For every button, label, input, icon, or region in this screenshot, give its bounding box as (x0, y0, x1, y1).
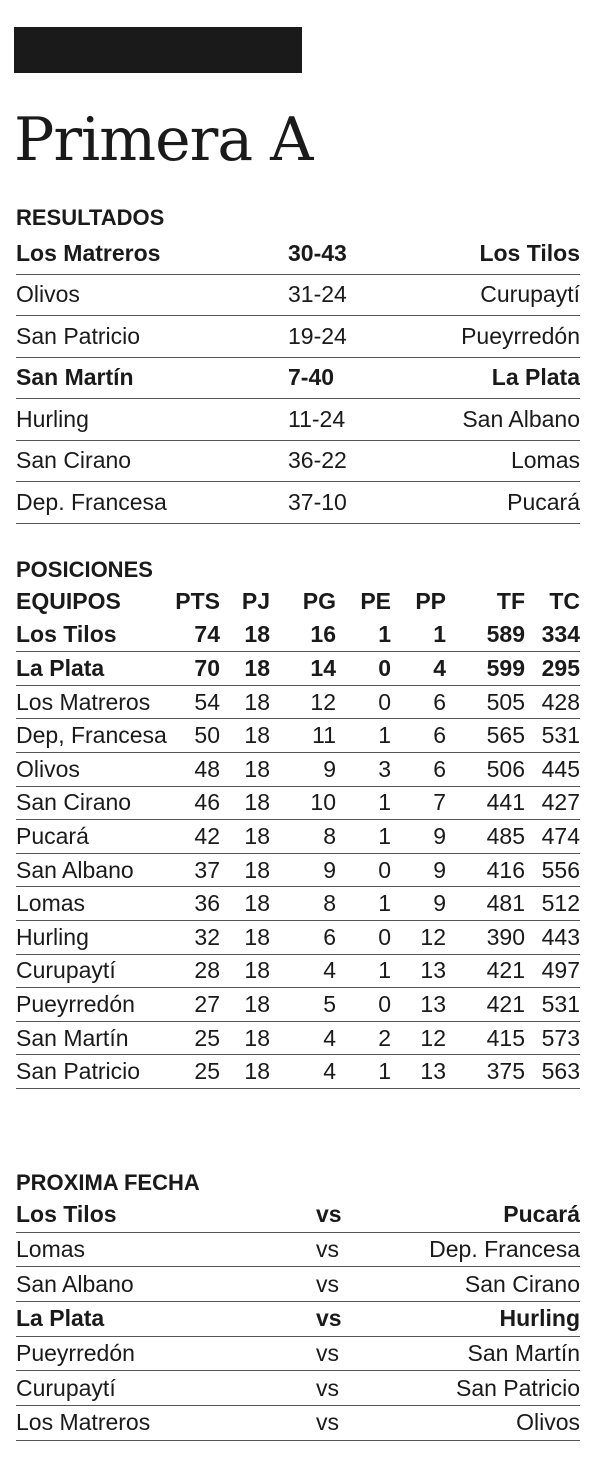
result-row (16, 316, 580, 358)
result-row (16, 482, 580, 524)
standings-team: Dep, Francesa (16, 722, 167, 749)
col-header-pp: PP (415, 588, 446, 615)
fixture-away-team: Hurling (499, 1305, 580, 1332)
fixture-away-team: Dep. Francesa (429, 1236, 580, 1263)
standings-pp: 6 (433, 688, 446, 715)
fixture-row (16, 1337, 580, 1372)
result-score: 7-40 (288, 364, 335, 391)
standings-team: Los Matreros (16, 688, 151, 715)
fixture-home-team: Pueyrredón (16, 1340, 135, 1367)
standings-tc: 556 (541, 856, 580, 883)
result-away-team: Los Tilos (479, 239, 580, 266)
standings-row (16, 719, 580, 753)
fixture-vs: vs (316, 1409, 339, 1436)
standings-pg: 12 (310, 688, 336, 715)
standings-row (16, 753, 580, 787)
standings-pts: 70 (194, 654, 220, 681)
standings-pts: 37 (194, 856, 220, 883)
standings-pe: 1 (378, 1058, 391, 1085)
standings-pp: 6 (433, 755, 446, 782)
page-title: Primera A (14, 105, 313, 175)
standings-tc: 563 (541, 1058, 580, 1085)
result-row (16, 358, 580, 400)
standings-tc: 531 (541, 722, 580, 749)
results-section (16, 203, 580, 524)
standings-pj: 18 (244, 856, 270, 883)
fixture-away-team: Pucará (503, 1201, 580, 1228)
standings-row (16, 1022, 580, 1056)
standings-pe: 0 (378, 654, 391, 681)
standings-tc: 295 (541, 654, 580, 681)
result-home-team: Dep. Francesa (16, 488, 167, 515)
standings-pj: 18 (244, 990, 270, 1017)
standings-pp: 12 (420, 1024, 446, 1051)
standings-tc: 573 (541, 1024, 580, 1051)
standings-heading: POSICIONES (16, 557, 153, 582)
standings-tf: 506 (486, 755, 525, 782)
next-fixtures-section (16, 1168, 580, 1441)
standings-pj: 18 (244, 822, 270, 849)
standings-pp: 9 (433, 856, 446, 883)
standings-tc: 512 (541, 890, 580, 917)
results-heading: RESULTADOS (16, 205, 165, 230)
standings-team: San Patricio (16, 1058, 141, 1085)
standings-pe: 1 (378, 822, 391, 849)
col-header-tc: TC (549, 588, 580, 615)
fixture-vs: vs (316, 1236, 339, 1263)
col-header-pj: PJ (241, 588, 270, 615)
fixture-away-team: San Patricio (455, 1374, 580, 1401)
fixture-home-team: Los Tilos (16, 1201, 117, 1228)
standings-team: San Martín (16, 1024, 129, 1051)
col-header-pts: PTS (175, 588, 220, 615)
standings-row (16, 820, 580, 854)
standings-list (16, 619, 580, 1089)
fixture-home-team: Los Matreros (16, 1409, 151, 1436)
col-header-pe: PE (360, 588, 391, 615)
result-away-team: Pucará (507, 488, 580, 515)
standings-pe: 2 (378, 1024, 391, 1051)
standings-tf: 505 (486, 688, 525, 715)
standings-pts: 48 (194, 755, 220, 782)
fixture-vs: vs (316, 1270, 339, 1297)
result-score: 11-24 (288, 405, 346, 432)
result-home-team: Olivos (16, 281, 80, 308)
results-list (16, 233, 580, 524)
standings-team: Los Tilos (16, 621, 117, 648)
fixture-away-team: San Cirano (464, 1270, 580, 1297)
result-home-team: Los Matreros (16, 239, 161, 266)
standings-row (16, 1055, 580, 1089)
standings-pe: 0 (378, 923, 391, 950)
standings-tf: 421 (486, 957, 525, 984)
standings-pp: 13 (420, 957, 446, 984)
standings-pj: 18 (244, 654, 270, 681)
standings-row (16, 854, 580, 888)
fixture-vs: vs (316, 1305, 342, 1332)
standings-pts: 25 (194, 1024, 220, 1051)
result-row (16, 441, 580, 483)
header-bar (14, 27, 302, 73)
standings-team: San Cirano (16, 789, 132, 816)
standings-pj: 18 (244, 755, 270, 782)
fixture-home-team: La Plata (16, 1305, 105, 1332)
standings-pts: 25 (194, 1058, 220, 1085)
standings-pp: 9 (433, 822, 446, 849)
standings-tf: 565 (486, 722, 525, 749)
standings-pj: 18 (244, 923, 270, 950)
standings-pts: 32 (194, 923, 220, 950)
fixture-vs: vs (316, 1201, 342, 1228)
standings-pe: 0 (378, 688, 391, 715)
col-header-equipos: EQUIPOS (16, 588, 121, 615)
result-away-team: Lomas (510, 447, 580, 474)
result-home-team: San Martín (16, 364, 134, 391)
standings-row (16, 787, 580, 821)
result-row (16, 233, 580, 275)
standings-tf: 375 (486, 1058, 525, 1085)
standings-pe: 0 (378, 856, 391, 883)
standings-row (16, 921, 580, 955)
fixture-home-team: Curupaytí (16, 1374, 116, 1401)
standings-tc: 497 (541, 957, 580, 984)
result-home-team: San Cirano (16, 447, 132, 474)
standings-pts: 74 (194, 621, 220, 648)
standings-pe: 1 (378, 621, 391, 648)
standings-row (16, 686, 580, 720)
standings-pts: 54 (194, 688, 220, 715)
standings-pe: 1 (378, 722, 391, 749)
next-fixtures-heading: PROXIMA FECHA (16, 1170, 200, 1195)
standings-pe: 1 (378, 957, 391, 984)
fixture-row (16, 1267, 580, 1302)
standings-tf: 416 (486, 856, 525, 883)
standings-pts: 46 (194, 789, 220, 816)
standings-tc: 474 (541, 822, 580, 849)
standings-pg: 4 (323, 1058, 336, 1085)
standings-row (16, 988, 580, 1022)
fixture-vs: vs (316, 1374, 339, 1401)
standings-tf: 481 (486, 890, 525, 917)
standings-section (16, 555, 580, 1089)
standings-pg: 11 (312, 722, 336, 749)
standings-tf: 441 (486, 789, 525, 816)
standings-tc: 334 (541, 621, 580, 648)
standings-pe: 1 (378, 789, 391, 816)
standings-pj: 18 (244, 688, 270, 715)
standings-pts: 28 (194, 957, 220, 984)
standings-header-row (16, 585, 580, 619)
result-score: 31-24 (288, 281, 347, 308)
fixture-home-team: San Albano (16, 1270, 134, 1297)
standings-row (16, 955, 580, 989)
result-score: 36-22 (288, 447, 347, 474)
col-header-tf: TF (496, 588, 525, 615)
standings-pp: 4 (433, 654, 446, 681)
fixture-row (16, 1371, 580, 1406)
standings-row (16, 652, 580, 686)
standings-tf: 421 (486, 990, 525, 1017)
standings-pj: 18 (244, 890, 270, 917)
standings-tc: 443 (541, 923, 580, 950)
standings-pp: 6 (433, 722, 446, 749)
result-row (16, 399, 580, 441)
standings-pp: 13 (420, 990, 446, 1017)
standings-pj: 18 (244, 621, 270, 648)
standings-pe: 0 (378, 990, 391, 1017)
standings-pp: 12 (420, 923, 446, 950)
standings-tf: 589 (486, 621, 525, 648)
standings-tf: 390 (486, 923, 525, 950)
standings-pg: 8 (323, 822, 336, 849)
result-home-team: Hurling (16, 405, 89, 432)
standings-pts: 27 (194, 990, 220, 1017)
result-away-team: Pueyrredón (461, 322, 580, 349)
standings-pg: 16 (310, 621, 336, 648)
standings-pts: 36 (194, 890, 220, 917)
standings-pg: 14 (310, 654, 336, 681)
standings-pj: 18 (244, 722, 270, 749)
standings-tf: 599 (486, 654, 525, 681)
standings-team: San Albano (16, 856, 134, 883)
result-home-team: San Patricio (16, 322, 141, 349)
standings-pe: 1 (378, 890, 391, 917)
standings-tc: 531 (541, 990, 580, 1017)
fixture-away-team: Olivos (516, 1409, 580, 1436)
result-row (16, 275, 580, 317)
standings-pj: 18 (244, 1024, 270, 1051)
fixture-row (16, 1406, 580, 1441)
standings-row (16, 887, 580, 921)
standings-tf: 485 (486, 822, 525, 849)
standings-team: Hurling (16, 923, 89, 950)
standings-pe: 3 (378, 755, 391, 782)
standings-pg: 4 (323, 957, 336, 984)
standings-pts: 42 (194, 822, 220, 849)
standings-team: Pucará (16, 822, 89, 849)
standings-pg: 6 (323, 923, 336, 950)
standings-team: La Plata (16, 654, 105, 681)
standings-pp: 9 (433, 890, 446, 917)
standings-pj: 18 (244, 1058, 270, 1085)
fixtures-list (16, 1198, 580, 1441)
standings-pp: 7 (433, 789, 446, 816)
standings-team: Lomas (16, 890, 86, 917)
standings-pts: 50 (194, 722, 220, 749)
fixture-away-team: San Martín (467, 1340, 580, 1367)
result-away-team: San Albano (462, 405, 580, 432)
standings-pg: 10 (310, 789, 336, 816)
standings-row (16, 619, 580, 653)
standings-tc: 427 (541, 789, 580, 816)
standings-tf: 415 (486, 1024, 525, 1051)
standings-pg: 9 (323, 856, 336, 883)
col-header-pg: PG (302, 588, 336, 615)
result-score: 30-43 (288, 239, 347, 266)
standings-team: Pueyrredón (16, 990, 135, 1017)
standings-tc: 428 (541, 688, 580, 715)
standings-tc: 445 (541, 755, 580, 782)
result-score: 37-10 (288, 488, 347, 515)
standings-team: Olivos (16, 755, 80, 782)
result-score: 19-24 (288, 322, 347, 349)
standings-pp: 13 (420, 1058, 446, 1085)
standings-team: Curupaytí (16, 957, 116, 984)
fixture-row (16, 1302, 580, 1337)
fixture-home-team: Lomas (16, 1236, 86, 1263)
fixture-row (16, 1233, 580, 1268)
standings-pg: 8 (323, 890, 336, 917)
standings-pg: 5 (323, 990, 336, 1017)
fixture-row (16, 1198, 580, 1233)
result-away-team: Curupaytí (480, 281, 580, 308)
standings-pp: 1 (433, 621, 446, 648)
standings-pg: 9 (323, 755, 336, 782)
standings-pj: 18 (244, 789, 270, 816)
result-away-team: La Plata (491, 364, 580, 391)
fixture-vs: vs (316, 1340, 339, 1367)
standings-pj: 18 (244, 957, 270, 984)
standings-pg: 4 (323, 1024, 336, 1051)
